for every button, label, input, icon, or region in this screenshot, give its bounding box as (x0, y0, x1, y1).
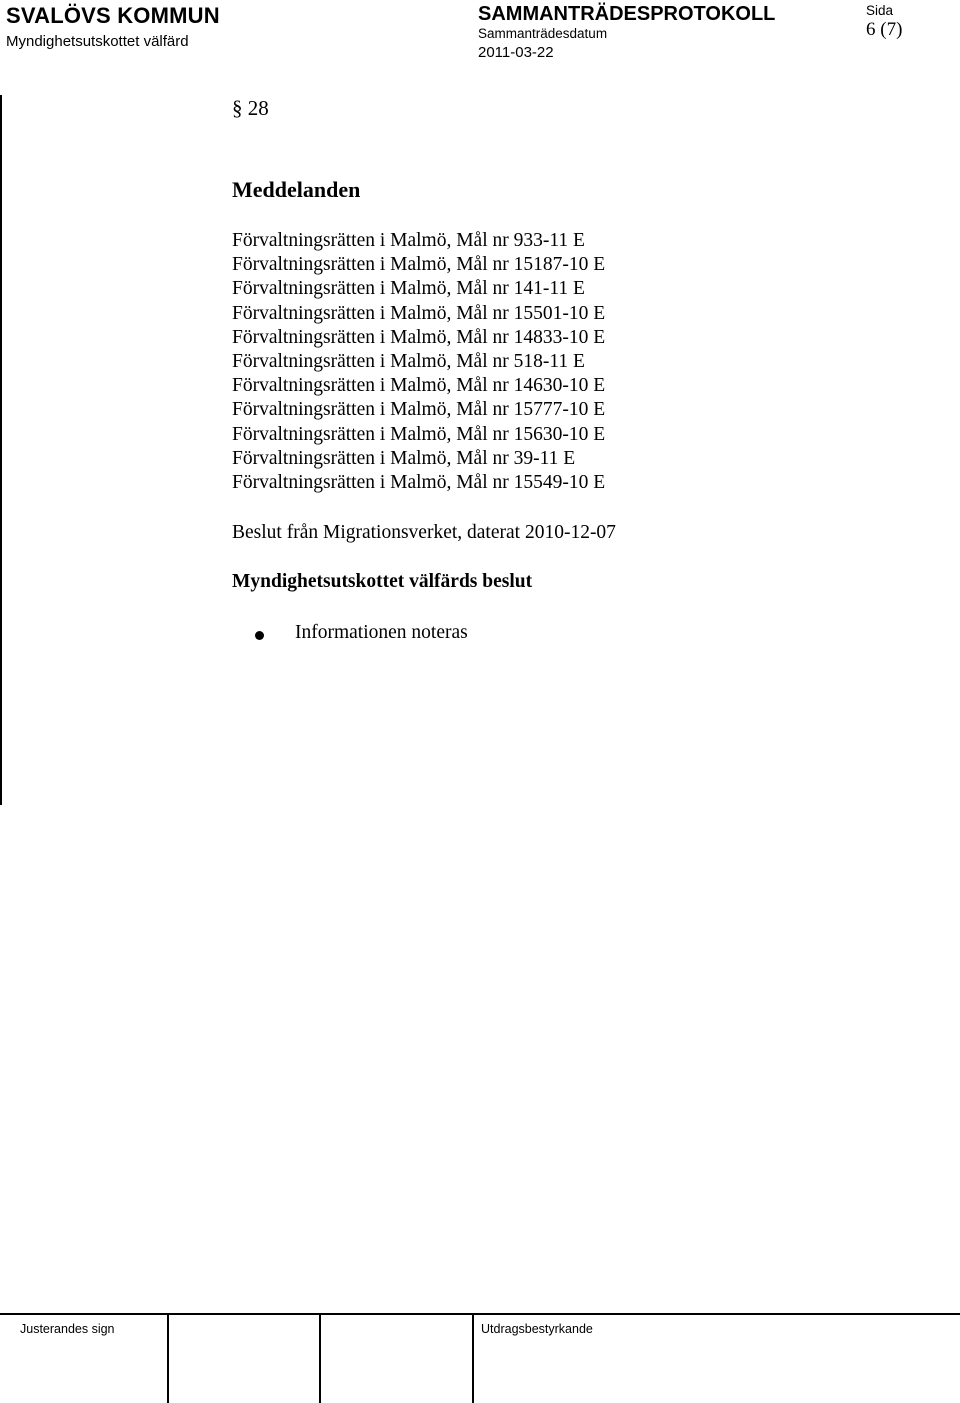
footer-divider (319, 1313, 321, 1403)
page-label: Sida (866, 3, 894, 18)
list-item: Förvaltningsrätten i Malmö, Mål nr 14630-10 E (232, 375, 606, 397)
list-item: Förvaltningsrätten i Malmö, Mål nr 141-11 E (232, 278, 585, 300)
decision-heading: Myndighetsutskottet välfärds beslut (232, 571, 533, 592)
list-item: Förvaltningsrätten i Malmö, Mål nr 933-11 E (232, 230, 585, 251)
list-item: Förvaltningsrätten i Malmö, Mål nr 15549-10 E (232, 472, 606, 494)
meeting-date: 2011-03-22 (478, 44, 554, 61)
document-type: SAMMANTRÄDESPROTOKOLL (478, 3, 776, 25)
list-item: Förvaltningsrätten i Malmö, Mål nr 39-11 E (232, 447, 576, 469)
footer-divider (472, 1313, 474, 1403)
paragraph-number: § 28 (232, 96, 269, 120)
organization-name: SVALÖVS KOMMUN (6, 3, 220, 28)
list-item: Förvaltningsrätten i Malmö, Mål nr 15501-10 E (232, 302, 606, 324)
extract-label: Utdragsbestyrkande (481, 1322, 593, 1336)
list-item: Förvaltningsrätten i Malmö, Mål nr 15630-10 E (232, 423, 606, 445)
decision-source: Beslut från Migrationsverket, daterat 2010-12-07 (232, 522, 616, 543)
message-list (232, 229, 605, 495)
footer-rule (0, 1313, 960, 1315)
decision-text: Informationen noteras (295, 622, 468, 643)
footer-divider (167, 1313, 169, 1403)
bullet-icon (255, 631, 264, 640)
list-item: Förvaltningsrätten i Malmö, Mål nr 518-11 E (232, 351, 585, 373)
signature-label: Justerandes sign (20, 1322, 115, 1336)
list-item: Förvaltningsrätten i Malmö, Mål nr 15187-10 E (232, 254, 606, 276)
list-item: Förvaltningsrätten i Malmö, Mål nr 15777-10 E (232, 399, 606, 421)
page-number: 6 (7) (866, 19, 903, 40)
left-margin-rule (0, 95, 2, 805)
list-item: Förvaltningsrätten i Malmö, Mål nr 14833-10 E (232, 326, 606, 348)
section-heading: Meddelanden (232, 177, 361, 202)
meeting-date-label: Sammanträdesdatum (478, 26, 608, 41)
committee-name: Myndighetsutskottet välfärd (6, 33, 189, 50)
